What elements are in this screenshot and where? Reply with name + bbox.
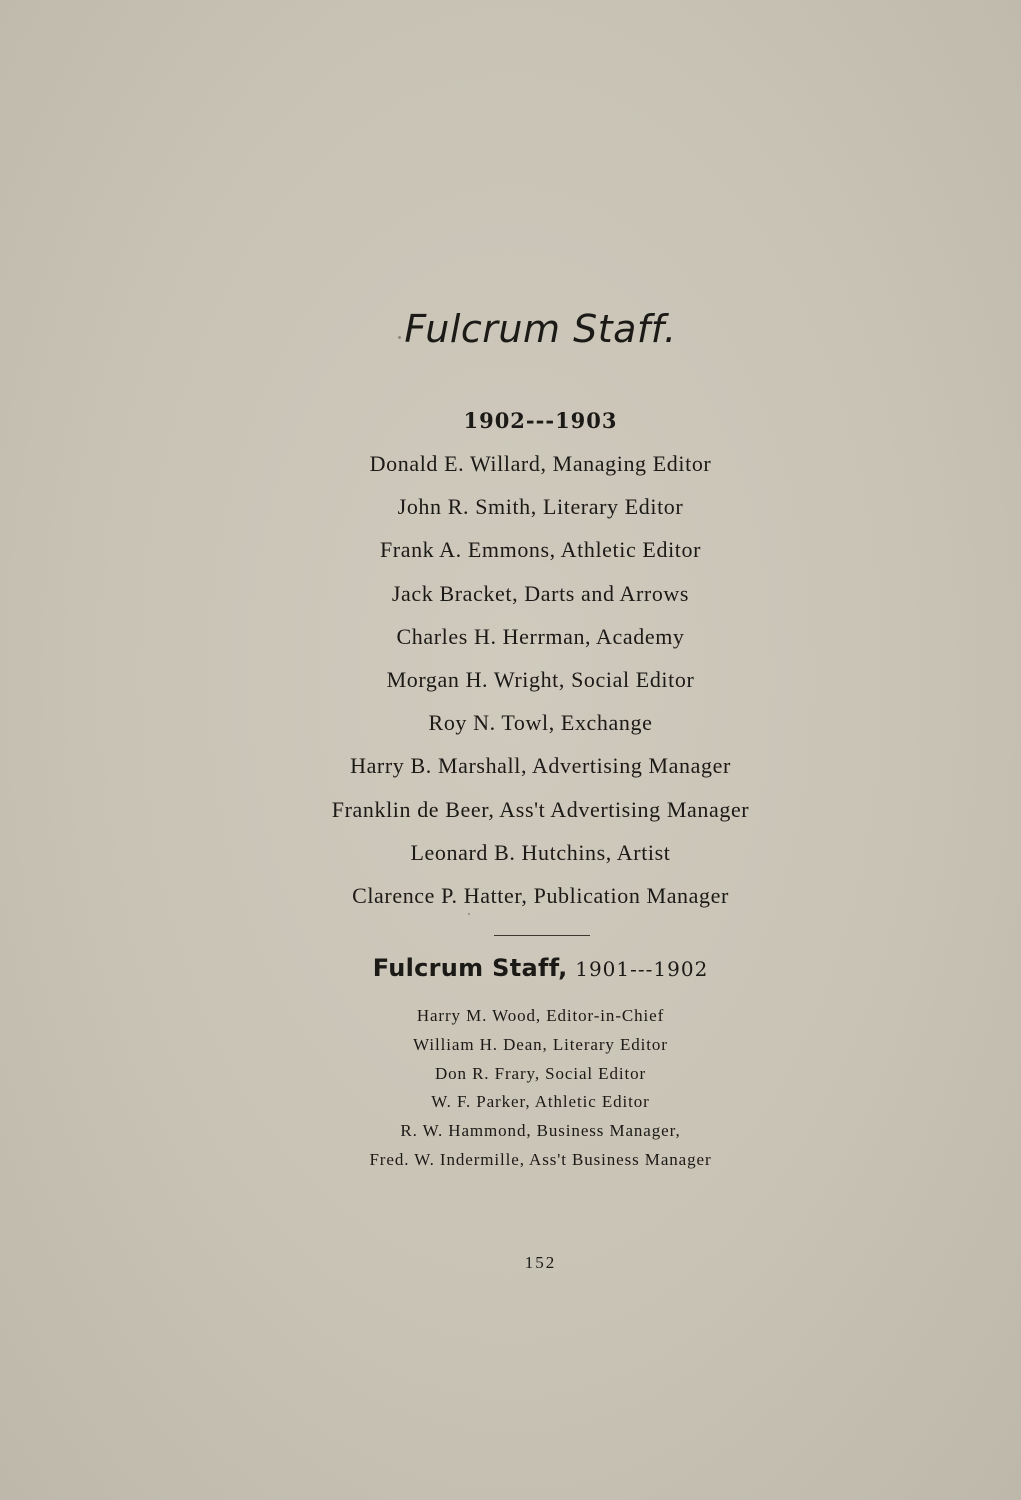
staff-member: R. W. Hammond, Business Manager, [400, 1121, 681, 1141]
staff-member: Frank A. Emmons, Athletic Editor [379, 537, 702, 563]
staff-member: W. F. Parker, Athletic Editor [431, 1092, 650, 1112]
staff-member: Donald E. Willard, Managing Editor [369, 451, 712, 476]
previous-staff-list [30, 1004, 1021, 1177]
current-staff-list [30, 448, 1021, 923]
previous-staff-title: Fulcrum Staff, [372, 954, 568, 982]
previous-staff-heading [30, 954, 1021, 982]
staff-member: John R. Smith, Literary Editor [397, 494, 684, 520]
staff-member: Morgan H. Wright, Social Editor [386, 666, 695, 692]
staff-member: Harry B. Marshall, Advertising Manager [350, 753, 731, 779]
previous-staff-years: 1901---1902 [575, 957, 709, 981]
staff-member: Don R. Frary, Social Editor [434, 1063, 647, 1083]
page-number: 152 [524, 1253, 557, 1272]
staff-member: Harry M. Wood, Editor-in-Chief [416, 1006, 665, 1025]
staff-member: Fred. W. Indermille, Ass't Business Manager [369, 1149, 712, 1169]
staff-member: Clarence P. Hatter, Publication Manager [352, 882, 729, 908]
current-staff-years: 1902---1903 [463, 408, 618, 433]
staff-member: Charles H. Herrman, Academy [396, 623, 685, 649]
staff-member: William H. Dean, Literary Editor [413, 1034, 668, 1054]
page-title: Fulcrum Staff. [404, 307, 677, 351]
staff-member: Roy N. Towl, Exchange [428, 710, 653, 736]
staff-member: Jack Bracket, Darts and Arrows [391, 580, 690, 606]
section-divider [494, 935, 590, 936]
staff-member: Franklin de Beer, Ass't Advertising Manager [331, 796, 750, 822]
staff-member: Leonard B. Hutchins, Artist [410, 839, 671, 865]
